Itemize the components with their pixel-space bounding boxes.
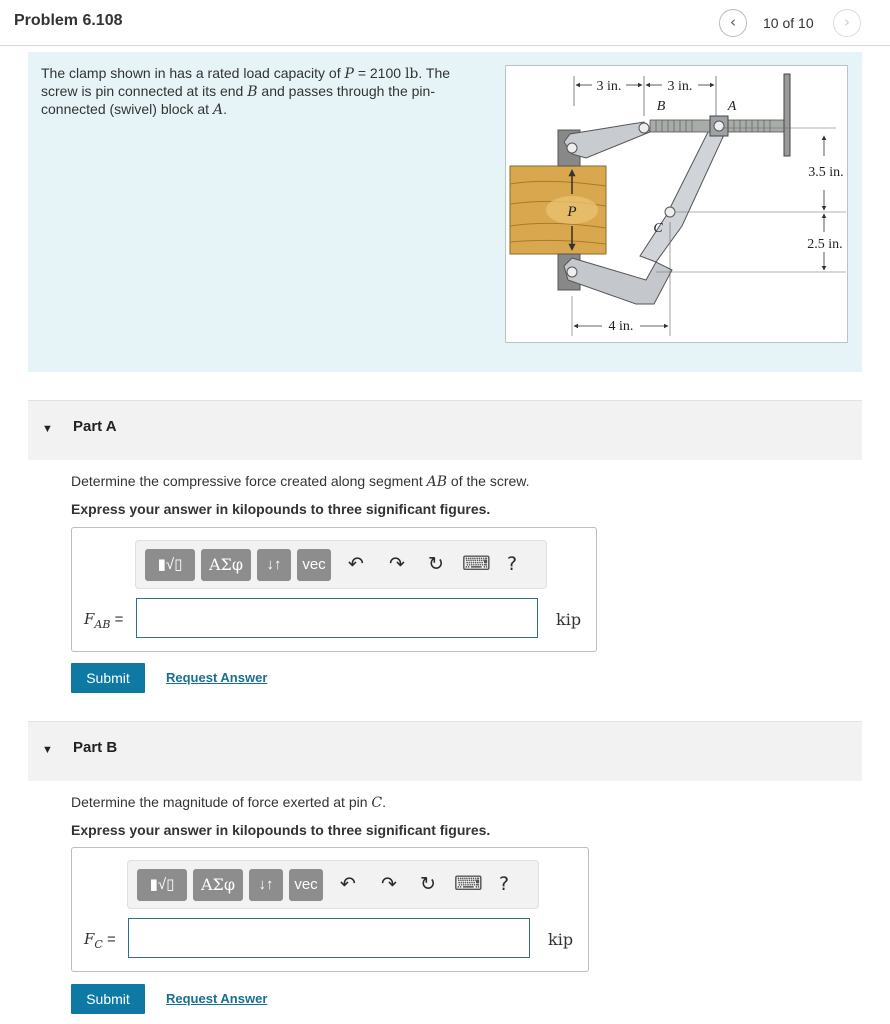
chevron-left-icon: ‹ (730, 13, 736, 31)
part-a-instruction: Express your answer in kilopounds to three significant figures. (71, 501, 491, 517)
part-b-request-answer-link[interactable]: Request Answer (166, 991, 268, 1006)
redo-icon[interactable]: ↷ (389, 553, 405, 575)
redo-icon[interactable]: ↷ (381, 873, 397, 895)
part-b-variable-label: $F_C$ = (84, 930, 116, 951)
problem-text: The clamp shown in has a rated load capacity of P = 2100 lb. The screw is pin connected at its end B and passes through the pin-connected (swivel) block at A. (41, 65, 451, 118)
label-c: C (653, 221, 663, 236)
dim-right-bottom-label: 2.5 in. (807, 237, 843, 252)
part-a-variable-label: $F_{AB}$ = (84, 610, 124, 631)
undo-icon[interactable]: ↶ (340, 873, 356, 895)
part-b-header[interactable] (28, 721, 862, 781)
greek-symbols-button[interactable]: ΑΣφ (201, 549, 251, 581)
part-b-submit-button[interactable]: Submit (71, 984, 145, 1014)
part-a-request-answer-link[interactable]: Request Answer (166, 670, 268, 685)
caret-down-icon[interactable]: ▼ (42, 744, 53, 756)
reset-icon[interactable]: ↻ (428, 553, 444, 575)
label-a: A (727, 99, 737, 114)
keyboard-icon[interactable]: ⌨ (454, 871, 483, 895)
previous-problem-button[interactable] (719, 9, 747, 37)
part-a-label: Part A (73, 418, 117, 435)
label-p: P (567, 204, 577, 220)
undo-icon[interactable]: ↶ (348, 553, 364, 575)
templates-button[interactable]: ▮√▯ (145, 549, 195, 581)
vec-button[interactable]: vec (289, 869, 323, 901)
page-title: Problem 6.108 (14, 12, 123, 29)
dim-top-left-label: 3 in. (596, 79, 622, 94)
part-b-answer-box (71, 847, 589, 972)
part-a-answer-input[interactable] (136, 598, 538, 638)
dim-top-right-label: 3 in. (667, 79, 693, 94)
part-a-header[interactable] (28, 400, 862, 460)
clamp-diagram (506, 66, 847, 342)
part-b-answer-input[interactable] (128, 918, 530, 958)
reset-icon[interactable]: ↻ (420, 873, 436, 895)
part-a-submit-button[interactable]: Submit (71, 663, 145, 693)
header (0, 0, 890, 46)
part-b-math-toolbar (127, 860, 539, 909)
help-icon[interactable]: ? (498, 873, 510, 895)
problem-statement (28, 52, 862, 372)
part-b-question: Determine the magnitude of force exerted at pin C. (71, 794, 387, 811)
next-problem-button[interactable] (833, 9, 861, 37)
chevron-right-icon: › (844, 13, 850, 31)
arrows-button[interactable]: ↓↑ (257, 549, 291, 581)
greek-symbols-button[interactable]: ΑΣφ (193, 869, 243, 901)
dim-right-top-label: 3.5 in. (808, 165, 844, 180)
part-a-answer-box (71, 527, 597, 652)
part-a-question: Determine the compressive force created along segment AB of the screw. (71, 473, 530, 490)
dim-bottom-label: 4 in. (608, 319, 634, 334)
problem-counter: 10 of 10 (763, 15, 814, 31)
label-b: B (656, 99, 666, 114)
caret-down-icon[interactable]: ▼ (42, 423, 53, 435)
help-icon[interactable]: ? (506, 553, 518, 575)
part-b-unit: kip (548, 930, 574, 949)
part-a-unit: kip (556, 610, 582, 629)
arrows-button[interactable]: ↓↑ (249, 869, 283, 901)
vec-button[interactable]: vec (297, 549, 331, 581)
templates-button[interactable]: ▮√▯ (137, 869, 187, 901)
keyboard-icon[interactable]: ⌨ (462, 551, 491, 575)
part-b-instruction: Express your answer in kilopounds to three significant figures. (71, 822, 491, 838)
part-b-label: Part B (73, 739, 118, 756)
part-a-math-toolbar (135, 540, 547, 589)
clamp-figure (505, 65, 848, 343)
